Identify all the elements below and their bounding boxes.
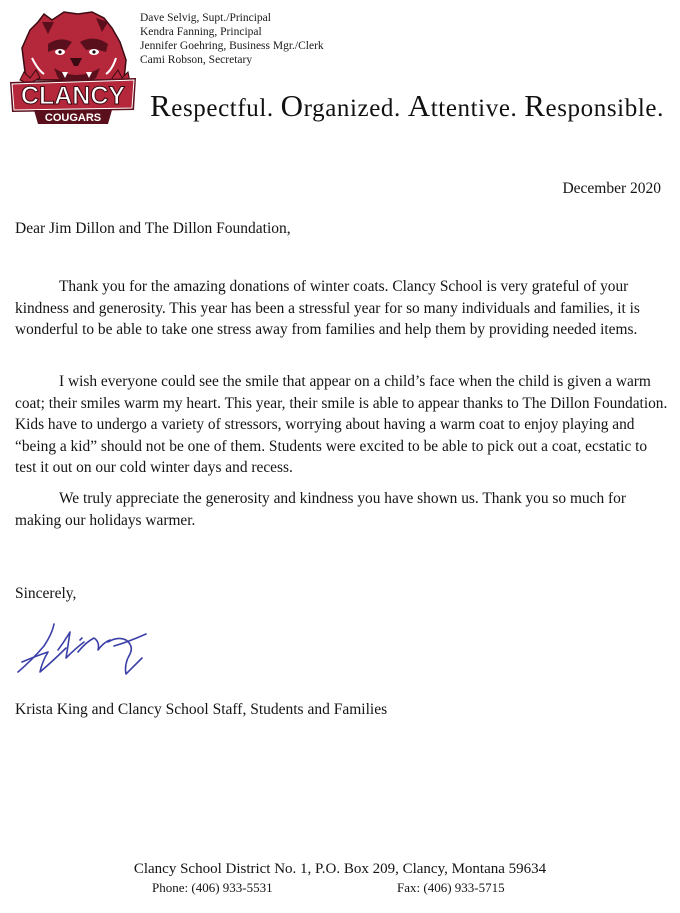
signer-name: Krista King and Clancy School Staff, Students and Families: [15, 701, 388, 718]
letter-closing: Sincerely,: [15, 585, 77, 602]
staff-list: [140, 11, 324, 67]
motto-word: Attentive.: [407, 88, 518, 123]
footer-fax: Fax: (406) 933-5715: [397, 880, 505, 895]
cougar-head-icon: [20, 12, 130, 84]
footer-phone: Phone: (406) 933-5531: [152, 880, 273, 895]
motto-word: Respectful.: [150, 88, 274, 123]
motto-word: Responsible.: [524, 88, 664, 123]
staff-line: Jennifer Goehring, Business Mgr./Clerk: [140, 40, 324, 52]
letter-paragraph: I wish everyone could see the smile that appear on a child’s face when the child is given a warm coat; their smiles warm my heart. This year, their smile is able to appear thanks to The Dillon Foundation. Kids have to undergo a variety of stressors, worrying about having a warm coat to enjoy playing and “being a kid” should not be one of them. Students were excited to be able to pick out a coat, ecstatic to test it out on our cold winter days and recess.: [15, 373, 668, 476]
motto-word: Organized.: [280, 88, 401, 123]
handwritten-signature: [14, 612, 164, 682]
letter-salutation: Dear Jim Dillon and The Dillon Foundation,: [15, 220, 291, 237]
logo-school-name: CLANCY: [20, 82, 126, 110]
logo-mascot-name: COUGARS: [44, 112, 102, 124]
staff-line: Kendra Fanning, Principal: [140, 26, 262, 38]
staff-line: Cami Robson, Secretary: [140, 54, 253, 66]
letter-paragraph: Thank you for the amazing donations of winter coats. Clancy School is very grateful of your kindness and generosity. This year has been a stressful year for so many individuals and families, it is wonderful to be able to take one stress away from families and help them by providing needed items.: [15, 278, 640, 338]
letter-paragraph: We truly appreciate the generosity and kindness you have shown us. Thank you so much for making our holidays warmer.: [15, 490, 626, 529]
letter-date: December 2020: [562, 180, 661, 197]
staff-line: Dave Selvig, Supt./Principal: [140, 12, 271, 24]
footer-address: Clancy School District No. 1, P.O. Box 209, Clancy, Montana 59634: [133, 861, 547, 877]
clancy-cougars-logo: [8, 8, 138, 126]
school-motto: [150, 88, 664, 124]
